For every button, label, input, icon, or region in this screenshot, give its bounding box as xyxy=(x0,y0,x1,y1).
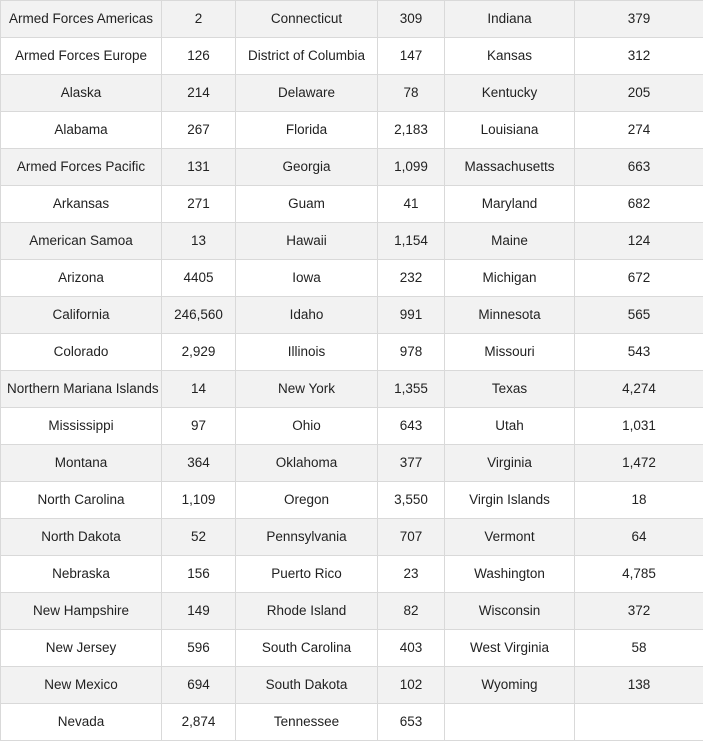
table-cell-state: Rhode Island xyxy=(236,593,378,630)
table-cell-state: Armed Forces Pacific xyxy=(1,149,162,186)
table-cell-count: 267 xyxy=(162,112,236,149)
table-cell-count: 41 xyxy=(378,186,445,223)
table-row xyxy=(1,408,703,445)
table-cell-count: 1,355 xyxy=(378,371,445,408)
table-cell-state: Missouri xyxy=(445,334,575,371)
table-cell-state: Guam xyxy=(236,186,378,223)
table-row xyxy=(1,223,703,260)
table-row xyxy=(1,667,703,704)
table-cell-count: 14 xyxy=(162,371,236,408)
table-cell-state: Vermont xyxy=(445,519,575,556)
table-cell-count: 663 xyxy=(575,149,703,186)
table-cell-count: 596 xyxy=(162,630,236,667)
table-cell-state: American Samoa xyxy=(1,223,162,260)
table-row xyxy=(1,630,703,667)
table-cell-count: 147 xyxy=(378,38,445,75)
table-cell-state: Mississippi xyxy=(1,408,162,445)
table-cell-count: 78 xyxy=(378,75,445,112)
table-cell-state: Washington xyxy=(445,556,575,593)
table-cell-state: New Hampshire xyxy=(1,593,162,630)
table-row xyxy=(1,519,703,556)
table-cell-state: Connecticut xyxy=(236,1,378,38)
table-cell-state: Colorado xyxy=(1,334,162,371)
table-cell-state: Virgin Islands xyxy=(445,482,575,519)
table-cell-state: Oregon xyxy=(236,482,378,519)
table-cell-count: 4405 xyxy=(162,260,236,297)
table-cell-count: 379 xyxy=(575,1,703,38)
table-cell-count: 1,154 xyxy=(378,223,445,260)
table-cell-state: Maine xyxy=(445,223,575,260)
table-cell-count: 1,109 xyxy=(162,482,236,519)
table-cell-count: 246,560 xyxy=(162,297,236,334)
table-cell-state: Kentucky xyxy=(445,75,575,112)
table-cell-count: 4,785 xyxy=(575,556,703,593)
table-cell-count: 643 xyxy=(378,408,445,445)
table-cell-count: 274 xyxy=(575,112,703,149)
table-cell-state: Arizona xyxy=(1,260,162,297)
table-cell-count: 52 xyxy=(162,519,236,556)
table-cell-count: 156 xyxy=(162,556,236,593)
table-cell-count: 2,183 xyxy=(378,112,445,149)
table-row xyxy=(1,260,703,297)
table-cell-state: Montana xyxy=(1,445,162,482)
table-cell-count: 271 xyxy=(162,186,236,223)
table-cell-count: 364 xyxy=(162,445,236,482)
table-row xyxy=(1,556,703,593)
table-cell-state: Minnesota xyxy=(445,297,575,334)
table-cell-count: 672 xyxy=(575,260,703,297)
table-cell-state: Arkansas xyxy=(1,186,162,223)
table-cell-count: 97 xyxy=(162,408,236,445)
table-cell-state: Utah xyxy=(445,408,575,445)
table-row xyxy=(1,334,703,371)
table-cell-state: New York xyxy=(236,371,378,408)
table-cell-state: Nebraska xyxy=(1,556,162,593)
table-cell-state: South Dakota xyxy=(236,667,378,704)
table-cell-count: 102 xyxy=(378,667,445,704)
table-cell-state: Iowa xyxy=(236,260,378,297)
table-cell-count: 682 xyxy=(575,186,703,223)
table-cell-state: Illinois xyxy=(236,334,378,371)
table-cell-count: 2,929 xyxy=(162,334,236,371)
table-cell-count: 58 xyxy=(575,630,703,667)
table-cell-count: 978 xyxy=(378,334,445,371)
table-cell-state: Ohio xyxy=(236,408,378,445)
table-cell-state: Indiana xyxy=(445,1,575,38)
table-cell-state: North Carolina xyxy=(1,482,162,519)
table-cell-state: West Virginia xyxy=(445,630,575,667)
table-cell-count: 312 xyxy=(575,38,703,75)
table-cell-state: Armed Forces Americas xyxy=(1,1,162,38)
table-cell-state: Alabama xyxy=(1,112,162,149)
table-cell-state: Oklahoma xyxy=(236,445,378,482)
table-cell-count: 4,274 xyxy=(575,371,703,408)
table-cell-state: Kansas xyxy=(445,38,575,75)
table-cell-count: 403 xyxy=(378,630,445,667)
table-cell-count xyxy=(575,704,703,741)
table-cell-state xyxy=(445,704,575,741)
table-row xyxy=(1,1,703,38)
table-cell-state: Florida xyxy=(236,112,378,149)
table-cell-count: 2 xyxy=(162,1,236,38)
table-cell-state: Wyoming xyxy=(445,667,575,704)
table-cell-state: North Dakota xyxy=(1,519,162,556)
table-cell-state: Virginia xyxy=(445,445,575,482)
table-cell-state: New Mexico xyxy=(1,667,162,704)
state-counts-table-body xyxy=(1,1,703,741)
table-cell-count: 13 xyxy=(162,223,236,260)
table-row xyxy=(1,75,703,112)
table-cell-state: Michigan xyxy=(445,260,575,297)
table-row xyxy=(1,38,703,75)
table-cell-state: Hawaii xyxy=(236,223,378,260)
table-cell-state: Massachusetts xyxy=(445,149,575,186)
table-cell-state: Georgia xyxy=(236,149,378,186)
table-cell-state: District of Columbia xyxy=(236,38,378,75)
table-cell-state: Wisconsin xyxy=(445,593,575,630)
table-cell-state: Delaware xyxy=(236,75,378,112)
table-cell-state: Nevada xyxy=(1,704,162,741)
table-cell-count: 1,031 xyxy=(575,408,703,445)
table-cell-state: Louisiana xyxy=(445,112,575,149)
table-row xyxy=(1,445,703,482)
table-cell-state: California xyxy=(1,297,162,334)
table-cell-count: 126 xyxy=(162,38,236,75)
table-cell-count: 565 xyxy=(575,297,703,334)
table-cell-count: 64 xyxy=(575,519,703,556)
table-cell-count: 205 xyxy=(575,75,703,112)
table-row xyxy=(1,704,703,741)
table-row xyxy=(1,593,703,630)
table-row xyxy=(1,112,703,149)
table-cell-count: 707 xyxy=(378,519,445,556)
table-cell-state: Puerto Rico xyxy=(236,556,378,593)
table-cell-count: 232 xyxy=(378,260,445,297)
table-row xyxy=(1,149,703,186)
table-cell-state: Tennessee xyxy=(236,704,378,741)
table-cell-count: 309 xyxy=(378,1,445,38)
table-cell-state: Northern Mariana Islands xyxy=(1,371,162,408)
table-cell-state: New Jersey xyxy=(1,630,162,667)
table-row xyxy=(1,297,703,334)
table-cell-state: Idaho xyxy=(236,297,378,334)
table-cell-count: 653 xyxy=(378,704,445,741)
table-cell-count: 372 xyxy=(575,593,703,630)
table-cell-count: 1,472 xyxy=(575,445,703,482)
table-cell-count: 82 xyxy=(378,593,445,630)
table-cell-state: South Carolina xyxy=(236,630,378,667)
table-cell-count: 543 xyxy=(575,334,703,371)
table-cell-state: Maryland xyxy=(445,186,575,223)
table-cell-count: 23 xyxy=(378,556,445,593)
table-cell-count: 124 xyxy=(575,223,703,260)
table-cell-state: Pennsylvania xyxy=(236,519,378,556)
table-row xyxy=(1,186,703,223)
table-cell-count: 694 xyxy=(162,667,236,704)
table-cell-count: 3,550 xyxy=(378,482,445,519)
table-cell-count: 991 xyxy=(378,297,445,334)
table-cell-count: 377 xyxy=(378,445,445,482)
table-cell-state: Alaska xyxy=(1,75,162,112)
table-cell-count: 131 xyxy=(162,149,236,186)
table-cell-count: 149 xyxy=(162,593,236,630)
table-row xyxy=(1,482,703,519)
table-cell-state: Texas xyxy=(445,371,575,408)
table-cell-count: 214 xyxy=(162,75,236,112)
table-cell-count: 1,099 xyxy=(378,149,445,186)
table-cell-count: 18 xyxy=(575,482,703,519)
table-cell-state: Armed Forces Europe xyxy=(1,38,162,75)
table-row xyxy=(1,371,703,408)
table-cell-count: 2,874 xyxy=(162,704,236,741)
table-cell-count: 138 xyxy=(575,667,703,704)
